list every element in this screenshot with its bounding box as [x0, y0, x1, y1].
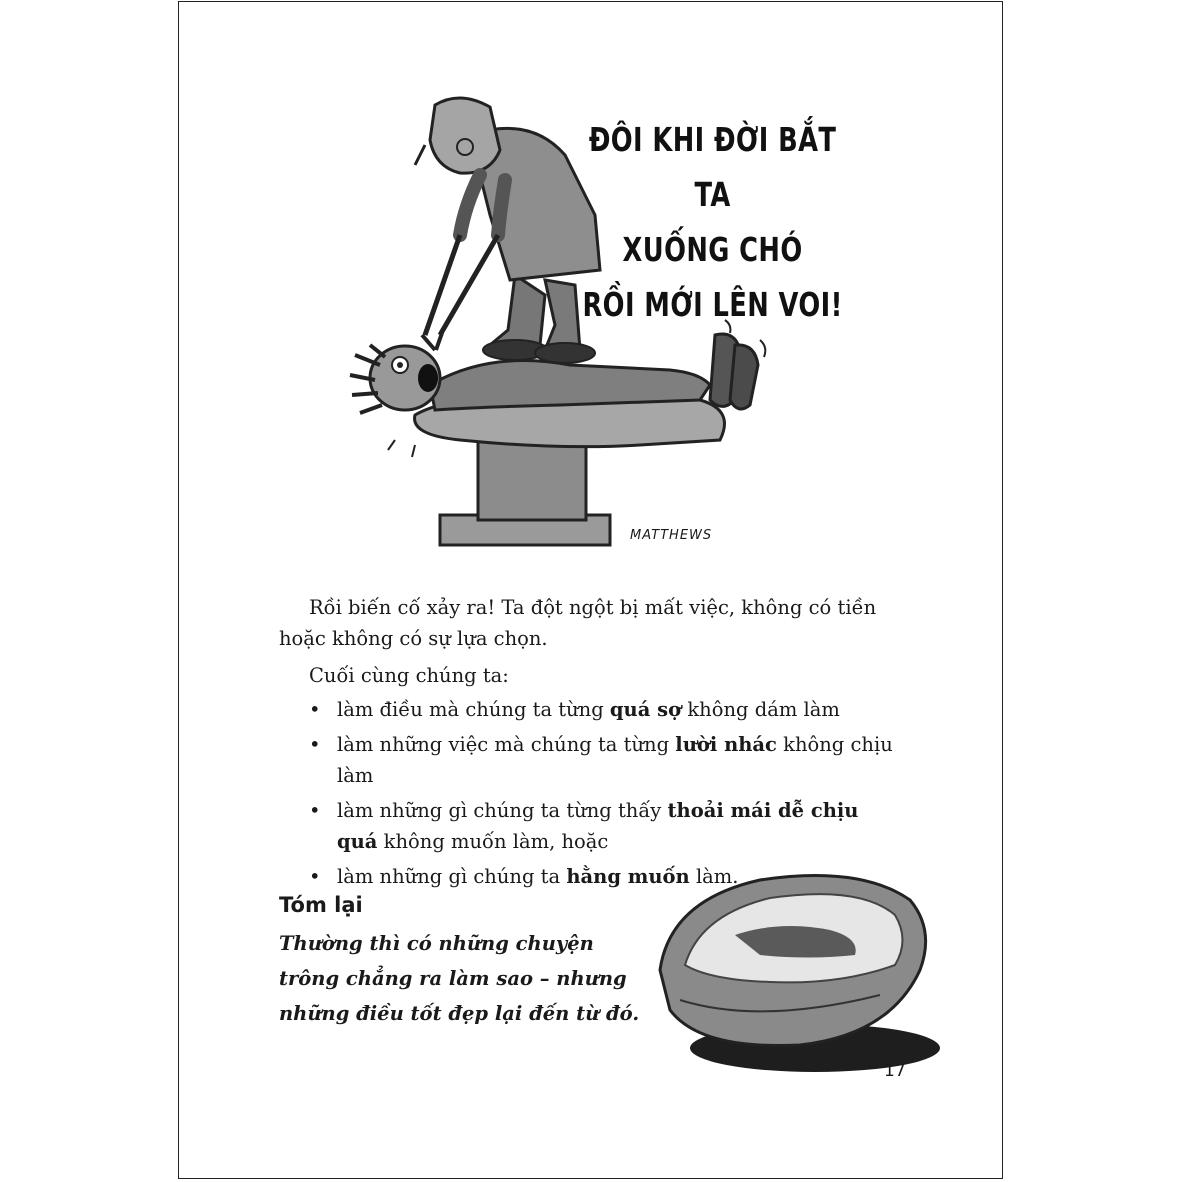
broken-helmet-illustration	[640, 860, 940, 1075]
body-paragraph-1: Rồi biến cố xảy ra! Ta đột ngột bị mất việc, không có tiền hoặc không có sự lựa chọn.	[279, 596, 877, 650]
list-item: • làm những việc mà chúng ta từng lười nhác không chịu làm	[309, 733, 893, 787]
caption-line-2: XUỐNG CHÓ	[622, 230, 803, 269]
caption-line-1: ĐÔI KHI ĐỜI BẮT TA	[588, 120, 837, 214]
list-item: • làm những gì chúng ta hằng muốn làm.	[309, 865, 739, 888]
artist-signature: MATTHEWS	[630, 528, 713, 543]
list-item: • làm điều mà chúng ta từng quá sợ không dám làm	[309, 698, 840, 721]
page-number: 17	[884, 1061, 906, 1081]
summary-text: Thường thì có những chuyện trông chẳng ra làm sao – nhưng những điều tốt đẹp lại đến từ đó.	[279, 932, 640, 1025]
summary-title: Tóm lại	[279, 893, 363, 917]
cartoon-caption	[580, 112, 845, 332]
list-item: • làm những gì chúng ta từng thấy thoải mái dễ chịu quá không muốn làm, hoặc	[309, 799, 859, 853]
body-paragraph-2: Cuối cùng chúng ta:	[309, 664, 509, 687]
caption-line-3: RỒI MỚI LÊN VOI!	[582, 285, 843, 324]
